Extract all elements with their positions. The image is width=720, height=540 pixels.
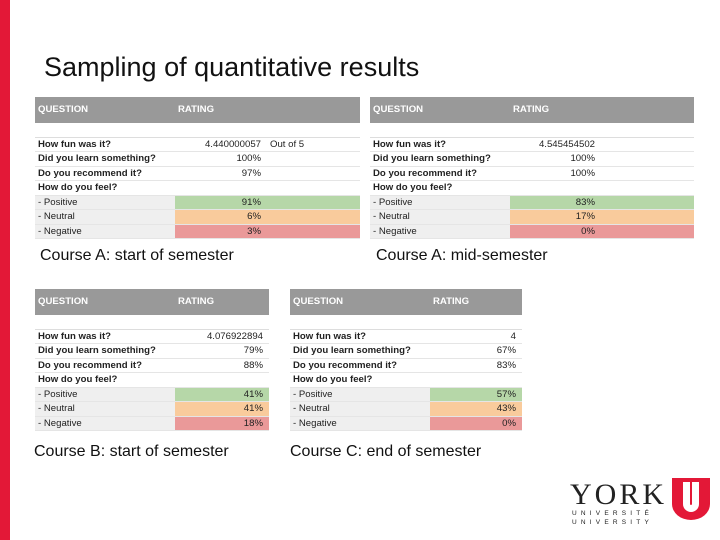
question-learn: Did you learn something? <box>373 153 491 164</box>
table-row-feel <box>35 373 269 388</box>
header-question: QUESTION <box>373 104 424 115</box>
question-negative: - Negative <box>370 225 510 239</box>
results-table-course-c-end <box>290 289 522 431</box>
rating-fun-note: Out of 5 <box>270 138 305 150</box>
rating-recommend: 97% <box>241 167 261 179</box>
rating-negative: 18% <box>175 417 269 431</box>
table-row-learn <box>35 152 360 167</box>
rating-learn: 100% <box>236 153 261 164</box>
table-row-neutral <box>290 402 522 417</box>
rating-positive: 41% <box>175 388 269 402</box>
caption-course-b-start: Course B: start of semester <box>34 443 229 460</box>
question-negative: - Negative <box>35 225 175 239</box>
table-row-negative <box>35 417 269 432</box>
rating-learn: 67% <box>496 345 516 356</box>
header-question: QUESTION <box>38 104 89 115</box>
rating-neutral: 17% <box>510 210 601 224</box>
table-row-positive <box>290 388 522 403</box>
table-row-neutral <box>35 402 269 417</box>
rating-fun: 4.440000057 <box>204 138 261 150</box>
table-row-recommend <box>370 167 694 182</box>
slide-title: Sampling of quantitative results <box>44 52 420 82</box>
table-row-negative <box>35 225 360 240</box>
rating-positive: 83% <box>510 196 601 210</box>
york-university-logo <box>570 478 710 528</box>
question-feel: How do you feel? <box>38 374 118 385</box>
question-positive: - Positive <box>35 388 175 402</box>
caption-course-c-end: Course C: end of semester <box>290 443 482 460</box>
rating-positive: 57% <box>430 388 522 402</box>
rating-recommend: 83% <box>496 359 516 371</box>
caption-course-a-start: Course A: start of semester <box>40 247 234 264</box>
question-learn: Did you learn something? <box>38 153 156 164</box>
header-rating: RATING <box>178 104 215 115</box>
table-row-negative <box>370 225 694 240</box>
header-rating: RATING <box>513 104 550 115</box>
table-header-row <box>35 289 269 315</box>
question-recommend: Do you recommend it? <box>38 167 142 179</box>
question-learn: Did you learn something? <box>293 345 411 356</box>
table-header-row <box>370 97 694 123</box>
table-row-learn <box>290 344 522 359</box>
question-feel: How do you feel? <box>38 182 118 193</box>
question-negative: - Negative <box>35 417 175 431</box>
rating-neutral: 6% <box>175 210 267 224</box>
rating-recommend: 88% <box>243 359 263 371</box>
question-recommend: Do you recommend it? <box>293 359 397 371</box>
header-rating: RATING <box>433 296 470 307</box>
question-fun: How fun was it? <box>38 138 112 150</box>
table-spacer-row <box>35 315 269 330</box>
table-row-fun <box>290 330 522 345</box>
accent-bar <box>0 0 10 540</box>
table-spacer-row <box>370 123 694 138</box>
question-positive: - Positive <box>290 388 430 402</box>
rating-negative: 3% <box>175 225 267 239</box>
question-fun: How fun was it? <box>38 330 112 342</box>
results-table-course-b-start <box>35 289 269 431</box>
table-header-row <box>35 97 360 123</box>
table-row-learn <box>35 344 269 359</box>
rating-neutral: 43% <box>430 402 522 416</box>
caption-course-a-mid: Course A: mid-semester <box>376 247 548 264</box>
table-row-recommend <box>35 359 269 374</box>
header-question: QUESTION <box>38 296 89 307</box>
table-row-recommend <box>290 359 522 374</box>
header-rating: RATING <box>178 296 215 307</box>
question-fun: How fun was it? <box>293 330 367 342</box>
table-row-fun <box>370 138 694 153</box>
results-table-course-a-start <box>35 97 360 239</box>
logo-line-universite: UNIVERSITÉ <box>572 510 654 517</box>
table-header-row <box>290 289 522 315</box>
question-fun: How fun was it? <box>373 138 447 150</box>
question-feel: How do you feel? <box>373 182 453 193</box>
table-row-learn <box>370 152 694 167</box>
rating-learn: 100% <box>570 153 595 164</box>
rating-negative: 0% <box>510 225 601 239</box>
logo-line-university: UNIVERSITY <box>572 519 654 526</box>
table-row-feel <box>35 181 360 196</box>
table-row-neutral <box>35 210 360 225</box>
question-positive: - Positive <box>370 196 510 210</box>
question-recommend: Do you recommend it? <box>373 167 477 179</box>
question-negative: - Negative <box>290 417 430 431</box>
rating-negative: 0% <box>430 417 522 431</box>
question-feel: How do you feel? <box>293 374 373 385</box>
table-row-positive <box>35 388 269 403</box>
table-row-feel <box>370 181 694 196</box>
rating-positive: 91% <box>175 196 267 210</box>
question-neutral: - Neutral <box>35 210 175 224</box>
table-spacer-row <box>290 315 522 330</box>
rating-fun: 4.076922894 <box>206 330 263 342</box>
table-row-recommend <box>35 167 360 182</box>
question-neutral: - Neutral <box>290 402 430 416</box>
question-positive: - Positive <box>35 196 175 210</box>
table-row-positive <box>370 196 694 211</box>
table-row-positive <box>35 196 360 211</box>
question-recommend: Do you recommend it? <box>38 359 142 371</box>
question-learn: Did you learn something? <box>38 345 156 356</box>
table-spacer-row <box>35 123 360 138</box>
table-row-neutral <box>370 210 694 225</box>
logo-wordmark: YORK <box>570 478 668 511</box>
rating-learn: 79% <box>243 345 263 356</box>
question-neutral: - Neutral <box>370 210 510 224</box>
york-u-mark-icon <box>672 478 710 520</box>
rating-fun: 4 <box>510 330 516 342</box>
rating-recommend: 100% <box>570 167 595 179</box>
table-row-negative <box>290 417 522 432</box>
question-neutral: - Neutral <box>35 402 175 416</box>
table-row-feel <box>290 373 522 388</box>
header-question: QUESTION <box>293 296 344 307</box>
table-row-fun <box>35 330 269 345</box>
results-table-course-a-mid <box>370 97 694 239</box>
rating-neutral: 41% <box>175 402 269 416</box>
table-row-fun <box>35 138 360 153</box>
rating-fun: 4.545454502 <box>538 138 595 150</box>
